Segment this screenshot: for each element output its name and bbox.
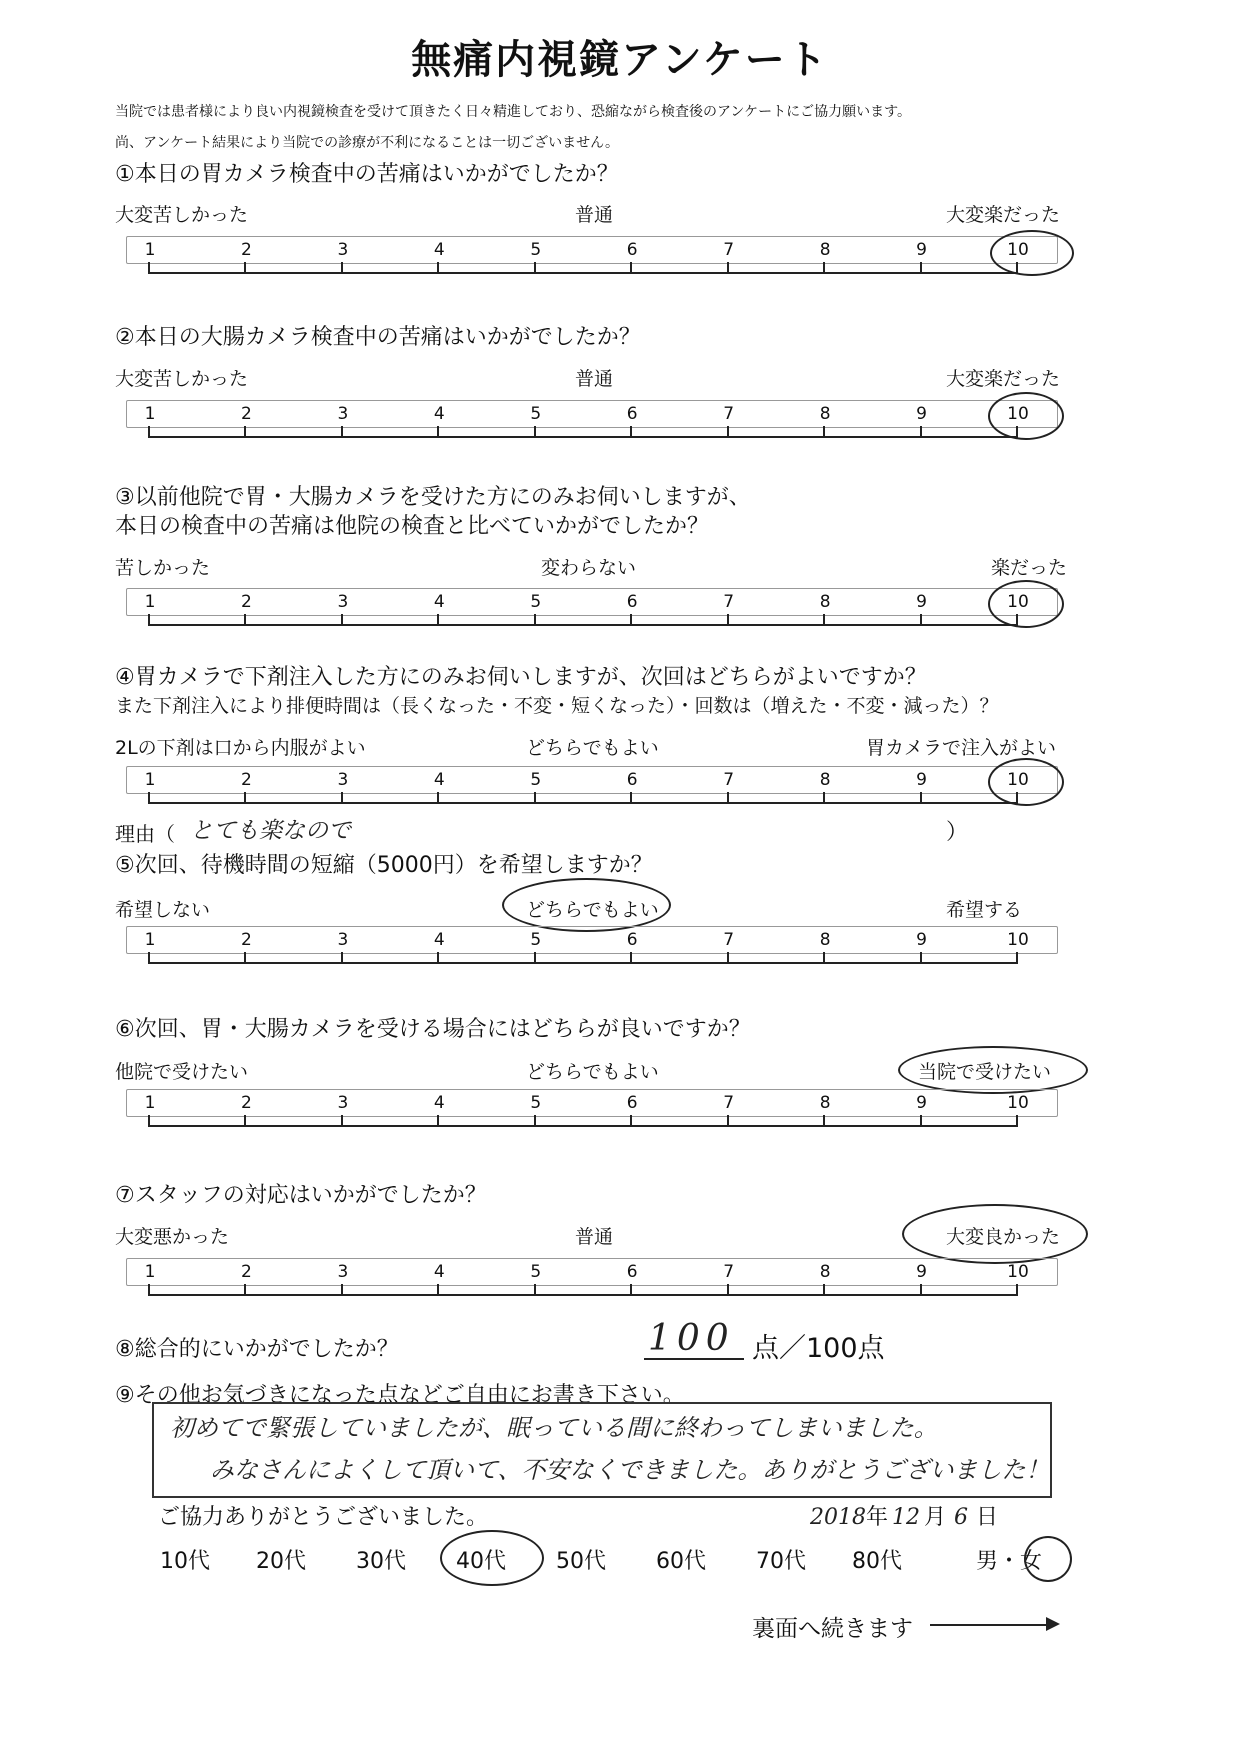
scale-tick [437,952,439,964]
scale-number[interactable]: 8 [819,404,831,424]
age-selected-circle [440,1530,544,1586]
scale-tick [534,426,536,438]
scale-number[interactable]: 3 [337,404,349,424]
scale-tick [437,262,439,274]
scale-tick [727,952,729,964]
q6-left-label: 他院で受けたい [115,1061,249,1083]
q3-mid-label: 変わらない [541,557,637,579]
scale-tick [727,1115,729,1127]
gender-female[interactable]: 女 [1020,1549,1043,1574]
scale-tick [823,1115,825,1127]
q4-reason-text[interactable]: とても楽なので [190,818,351,844]
question-3-line-1: ③以前他院で胃・大腸カメラを受けた方にのみお伺いしますが、 [115,485,751,510]
scale-number[interactable]: 10 [1007,770,1029,790]
scale-number[interactable]: 9 [916,1093,927,1113]
age-option-10s[interactable]: 10代 [160,1549,210,1574]
scale-tick [437,1115,439,1127]
q7-answer-circle [902,1204,1088,1264]
q7-scale[interactable] [126,1258,1058,1336]
scale-number[interactable]: 3 [337,1093,349,1113]
q9-comment-line-2: みなさんによくして頂いて、不安なくできました。ありがとうございました！ [210,1456,1050,1484]
q4-reason-label: 理由（ [115,822,175,846]
scale-tick [437,1284,439,1296]
scale-tick [630,952,632,964]
scale-number[interactable]: 9 [916,592,927,612]
scale-tick [823,1284,825,1296]
question-3-line-2: 本日の検査中の苦痛は他院の検査と比べていかがでしたか？ [115,514,710,539]
scale-tick [727,426,729,438]
scale-number[interactable]: 6 [626,592,638,612]
scale-number[interactable]: 10 [1007,930,1029,950]
q2-right-label: 大変楽だった [946,368,1061,390]
q1-scale[interactable] [126,236,1058,314]
scale-tick [920,614,922,626]
q2-scale[interactable] [126,400,1058,478]
date-day-label: 日 [976,1505,999,1530]
scale-tick [727,262,729,274]
scale-number[interactable]: 9 [916,770,927,790]
scale-tick [630,1284,632,1296]
scale-tick [1016,1115,1018,1127]
gender-separator: ・ [998,1549,1021,1574]
date-month-label: 月 [924,1505,947,1530]
scale-tick [244,262,246,274]
scale-tick [437,426,439,438]
scale-tick [630,262,632,274]
scale-tick [341,262,343,274]
scale-tick [920,792,922,804]
scale-number[interactable]: 2 [241,930,252,950]
scale-tick [148,952,150,964]
scale-number[interactable]: 1 [144,1093,156,1113]
question-4-line-1: ④胃カメラで下剤注入した方にのみお伺いしますが、次回はどちらがよいですか？ [115,665,927,690]
scale-tick [727,1284,729,1296]
question-5: ⑤次回、待機時間の短縮（5000円）を希望しますか？ [115,853,653,878]
scale-tick [630,792,632,804]
scale-number[interactable]: 4 [433,1262,445,1282]
scale-number[interactable]: 1 [144,404,156,424]
scale-tick [244,614,246,626]
scale-tick [823,792,825,804]
gender-selected-circle [1024,1536,1072,1582]
scale-tick [920,426,922,438]
scale-number[interactable]: 4 [433,592,445,612]
scale-tick [630,614,632,626]
intro-line-1: 当院では患者様により良い内視鏡検査を受けて頂きたく日々精進しており、恐縮ながら検査後のアンケートにご協力願います。 [115,104,912,120]
q1-right-label: 大変楽だった [946,204,1061,226]
scale-tick [244,952,246,964]
age-option-20s[interactable]: 20代 [256,1549,306,1574]
scale-axis [148,436,1016,438]
scale-number[interactable]: 1 [144,240,156,260]
scale-tick [244,1284,246,1296]
scale-tick [534,614,536,626]
scale-tick [244,1115,246,1127]
scale-number[interactable]: 9 [916,404,927,424]
age-option-30s[interactable]: 30代 [356,1549,406,1574]
scale-number[interactable]: 7 [723,592,735,612]
scale-number[interactable]: 5 [530,770,542,790]
scale-number[interactable]: 9 [916,240,927,260]
scale-number[interactable]: 8 [819,1093,831,1113]
scale-tick [244,426,246,438]
scale-tick [534,262,536,274]
q2-mid-label: 普通 [575,368,614,390]
scale-number[interactable]: 7 [723,404,735,424]
scale-number[interactable]: 4 [433,770,445,790]
scale-number[interactable]: 2 [241,592,252,612]
age-option-60s[interactable]: 60代 [656,1549,706,1574]
q3-scale[interactable] [126,588,1058,666]
scale-number[interactable]: 6 [626,930,638,950]
scale-tick [148,792,150,804]
scale-tick [148,614,150,626]
scale-tick [341,792,343,804]
scale-number[interactable]: 7 [723,770,735,790]
scale-tick [534,792,536,804]
scale-tick [534,1284,536,1296]
q5-mid-label: どちらでもよい [526,899,659,921]
scale-tick [920,952,922,964]
scale-tick [341,426,343,438]
scale-number[interactable]: 5 [530,592,542,612]
scale-number[interactable]: 8 [819,770,831,790]
gender-male[interactable]: 男 [976,1549,999,1574]
scale-number[interactable]: 2 [241,240,252,260]
q7-right-label: 大変良かった [946,1226,1061,1248]
scale-number[interactable]: 3 [337,240,349,260]
scale-axis [148,1294,1016,1296]
scale-tick [920,1115,922,1127]
scale-number[interactable]: 5 [530,240,542,260]
scale-number[interactable]: 8 [819,592,831,612]
arrow-right-icon [1046,1617,1060,1631]
scale-tick [148,1284,150,1296]
question-7: ⑦スタッフの対応はいかがでしたか？ [115,1183,487,1208]
scale-number[interactable]: 5 [530,404,542,424]
scale-axis [148,272,1016,274]
intro-line-2: 尚、アンケート結果により当院での診療が不利になることは一切ございません。 [115,135,619,151]
scale-tick [630,1115,632,1127]
scale-number[interactable]: 8 [819,930,831,950]
scale-number[interactable]: 4 [433,1093,445,1113]
q2-answer-circle [988,392,1064,440]
scale-number[interactable]: 6 [626,404,638,424]
scale-number[interactable]: 10 [1007,1262,1029,1282]
scale-number[interactable]: 3 [337,930,349,950]
scale-tick [341,614,343,626]
q4-right-label: 胃カメラで注入がよい [866,737,1057,759]
scale-tick [823,952,825,964]
scale-tick [823,614,825,626]
q6-answer-circle [898,1046,1088,1094]
q5-answer-circle [502,878,671,932]
q3-right-label: 楽だった [991,557,1068,579]
scale-number[interactable]: 6 [626,240,638,260]
q5-right-label: 希望する [946,899,1023,921]
q4-answer-circle [988,758,1064,806]
scale-number[interactable]: 10 [1007,1093,1029,1113]
scale-number[interactable]: 7 [723,240,735,260]
q1-left-label: 大変苦しかった [115,204,249,226]
scale-number[interactable]: 6 [626,1093,638,1113]
scale-number[interactable]: 6 [626,1262,638,1282]
scale-number[interactable]: 9 [916,930,927,950]
continue-arrow-line [930,1624,1050,1626]
scale-number[interactable]: 4 [433,404,445,424]
scale-number[interactable]: 1 [144,1262,156,1282]
q4-left-label: 2Lの下剤は口から内服がよい [115,737,366,759]
q8-score[interactable]: 100 [648,1318,735,1359]
scale-number[interactable]: 7 [723,930,735,950]
scale-number[interactable]: 10 [1007,240,1029,260]
scale-tick [823,426,825,438]
continue-text: 裏面へ続きます [752,1616,913,1642]
q7-mid-label: 普通 [575,1226,614,1248]
scale-axis [148,1125,1016,1127]
scale-number[interactable]: 5 [530,930,542,950]
q7-left-label: 大変悪かった [115,1226,230,1248]
question-8: ⑧総合的にいかがでしたか？ [115,1337,399,1362]
scale-tick [341,952,343,964]
q3-answer-circle [988,580,1064,628]
scale-number[interactable]: 6 [626,770,638,790]
q1-answer-circle [990,230,1074,276]
scale-number[interactable]: 2 [241,1262,252,1282]
date-year-label: 年 [866,1505,889,1530]
scale-tick [727,614,729,626]
date-year: 2018 [810,1505,866,1530]
scale-tick [534,1115,536,1127]
scale-tick [727,792,729,804]
page-title: 無痛内視鏡アンケート [411,37,829,83]
scale-number[interactable]: 8 [819,240,831,260]
scale-tick [1016,952,1018,964]
q6-mid-label: どちらでもよい [526,1061,659,1083]
question-9: ⑨その他お気づきになった点などご自由にお書き下さい。 [115,1383,685,1408]
scale-number[interactable]: 3 [337,592,349,612]
date-day: 6 [954,1505,969,1530]
scale-tick [244,792,246,804]
q1-mid-label: 普通 [575,204,614,226]
scale-number[interactable]: 10 [1007,404,1029,424]
scale-number[interactable]: 7 [723,1262,735,1282]
scale-number[interactable]: 1 [144,592,156,612]
scale-number[interactable]: 3 [337,1262,349,1282]
date-month: 12 [892,1505,921,1530]
q2-left-label: 大変苦しかった [115,368,249,390]
scale-number[interactable]: 9 [916,1262,927,1282]
scale-tick [148,1115,150,1127]
scale-number[interactable]: 1 [144,930,156,950]
scale-number[interactable]: 5 [530,1262,542,1282]
scale-tick [148,426,150,438]
scale-number[interactable]: 2 [241,770,252,790]
q6-scale[interactable] [126,1089,1058,1167]
scale-axis [148,802,1016,804]
scale-number[interactable]: 8 [819,1262,831,1282]
scale-axis [148,624,1016,626]
scale-number[interactable]: 2 [241,1093,252,1113]
scale-number[interactable]: 2 [241,404,252,424]
age-option-40s[interactable]: 40代 [456,1549,506,1574]
age-option-70s[interactable]: 70代 [756,1549,806,1574]
question-4-line-2: また下剤注入により排便時間は（長くなった・不変・短くなった）・回数は（増えた・不変・減った）？ [115,695,999,717]
scale-tick [148,262,150,274]
q8-suffix: 点／100点 [752,1333,885,1364]
scale-number[interactable]: 10 [1007,592,1029,612]
scale-number[interactable]: 7 [723,1093,735,1113]
scale-number[interactable]: 4 [433,240,445,260]
scale-tick [1016,1284,1018,1296]
scale-tick [920,1284,922,1296]
q3-left-label: 苦しかった [115,557,211,579]
q8-score-underline [644,1358,744,1360]
scale-number[interactable]: 5 [530,1093,542,1113]
question-2: ②本日の大腸カメラ検査中の苦痛はいかがでしたか？ [115,325,641,350]
date-field[interactable] [810,1500,998,1531]
scale-tick [920,262,922,274]
scale-axis [148,962,1016,964]
q4-reason-close: ） [946,820,969,845]
q5-left-label: 希望しない [115,899,211,921]
q6-right-label: 当院で受けたい [918,1061,1052,1083]
scale-tick [823,262,825,274]
scale-number[interactable]: 3 [337,770,349,790]
scale-tick [437,792,439,804]
scale-number[interactable]: 1 [144,770,156,790]
age-option-80s[interactable]: 80代 [852,1549,902,1574]
question-1: ①本日の胃カメラ検査中の苦痛はいかがでしたか？ [115,162,619,187]
thanks-text: ご協力ありがとうございました。 [158,1505,489,1530]
age-option-50s[interactable]: 50代 [556,1549,606,1574]
question-6: ⑥次回、胃・大腸カメラを受ける場合にはどちらが良いですか？ [115,1017,751,1042]
scale-tick [341,1284,343,1296]
q9-comment-line-1: 初めてで緊張していましたが、眠っている間に終わってしまいました。 [170,1414,938,1442]
scale-tick [534,952,536,964]
scale-number[interactable]: 4 [433,930,445,950]
q4-mid-label: どちらでもよい [526,737,659,759]
q5-scale[interactable] [126,926,1058,1004]
scale-tick [341,1115,343,1127]
scale-tick [630,426,632,438]
scale-tick [437,614,439,626]
